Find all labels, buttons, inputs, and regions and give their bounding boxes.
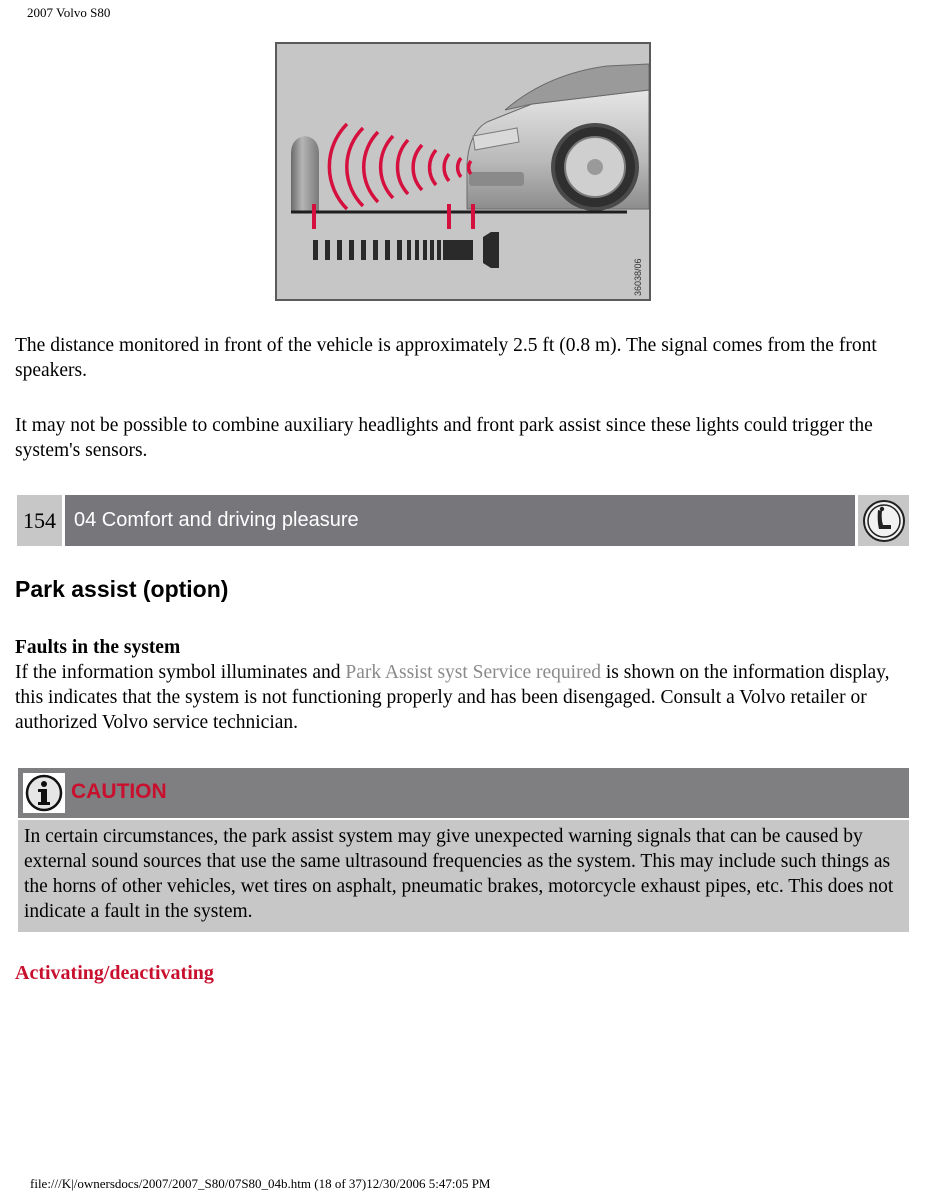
faults-section <box>15 635 915 735</box>
caution-header <box>18 768 909 818</box>
caution-label: CAUTION <box>71 780 167 803</box>
caution-box <box>18 768 909 932</box>
paragraph-distance: The distance monitored in front of the vehicle is approximately 2.5 ft (0.8 m). The signal comes from the front speakers. <box>15 335 877 381</box>
page-footer: file:///K|/ownersdocs/2007/2007_S80/07S80_04b.htm (18 of 37)12/30/2006 5:47:05 PM <box>30 1176 491 1191</box>
chapter-bar <box>17 495 909 546</box>
info-icon <box>23 773 65 813</box>
ultrasound-waves <box>329 124 471 209</box>
page-number: 154 <box>17 495 62 546</box>
obstacle-post <box>291 136 319 212</box>
distance-indicator-bars <box>313 232 499 268</box>
faults-heading: Faults in the system <box>15 637 181 658</box>
page-header: 2007 Volvo S80 <box>27 5 111 20</box>
activating-heading: Activating/deactivating <box>15 962 214 984</box>
display-message: Park Assist syst Service required <box>345 662 601 683</box>
figure-code: 36038/06 <box>633 258 643 296</box>
park-assist-illustration <box>275 42 651 301</box>
chapter-title: 04 Comfort and driving pleasure <box>65 495 855 546</box>
faults-text-after: is shown on the information display, this indicates that the system is not functioning properly and has been disengaged. Consult a Volvo retailer or authorized Volvo service technician. <box>15 662 890 733</box>
paragraph-aux-lights: It may not be possible to combine auxiliary headlights and front park assist since these lights could trigger the system's sensors. <box>15 415 873 461</box>
faults-text-before: If the information symbol illuminates and <box>15 662 346 683</box>
seat-icon <box>858 495 909 546</box>
section-heading: Park assist (option) <box>15 576 229 602</box>
distance-markers <box>314 204 473 229</box>
caution-text: In certain circumstances, the park assist system may give unexpected warning signals that can be caused by external sound sources that use the same ultrasound frequencies as the system. This may include such things as the horns of other vehicles, wet tires on asphalt, pneumatic brakes, motorcycle exhaust pipes, etc. This does not indicate a fault in the system. <box>18 820 909 932</box>
car-front <box>467 64 649 211</box>
